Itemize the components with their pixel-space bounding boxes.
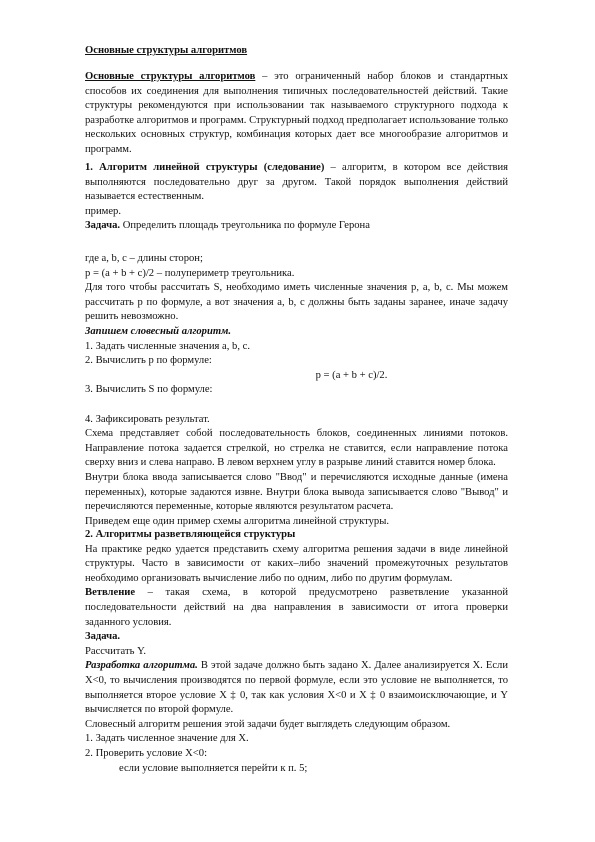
step-2: 2. Вычислить p по формуле: xyxy=(85,355,212,367)
another-example-line: Приведем еще один пример схемы алгоритма линейной структуры. xyxy=(85,515,389,527)
step-4: 4. Зафиксировать результат. xyxy=(85,413,210,425)
section2-step-1: 1. Задать численное значение для X. xyxy=(85,733,249,745)
where-line: где a, b, c – длины сторон; xyxy=(85,253,203,264)
page-title-block xyxy=(85,44,508,59)
section2-heading: 2. Алгоритмы разветвляющейся структуры xyxy=(85,529,296,540)
page-title: Основные структуры алгоритмов xyxy=(85,45,248,56)
branch-term: Ветвление xyxy=(85,587,136,599)
intro-term: Основные структуры алгоритмов xyxy=(85,71,256,82)
task-label: Задача. xyxy=(85,220,121,232)
section2-step-2a: если условие выполняется перейти к п. 5; xyxy=(119,762,308,774)
dev-label: Разработка алгоритма. xyxy=(85,660,198,672)
semiperimeter-line: p = (a + b + c)/2 – полупериметр треугольника. xyxy=(85,267,295,279)
dev-text: В этой задаче должно быть задано X. Далее анализируется X. Если X<0, то вычисления производятся по первой формуле, если это условие не выполняется, то выполняется второе условие X ‡ 0, так как условия X<0 и X ‡ 0 взаимоисключающие, и Y вычисляется по второй формуле. xyxy=(85,660,508,716)
verbal-algorithm-heading: Запишем словесный алгоритм. xyxy=(85,325,231,337)
section1-paragraph xyxy=(85,161,508,234)
verbal-line: Словесный алгоритм решения этой задачи будет выглядеть следующим образом. xyxy=(85,718,451,730)
section2-text: На практике редко удается представить схему алгоритма решения задачи в виде линейной структуры. Часто в зависимости от каких–либо значений промежуточных результатов необходимо организовать вычисление либо по одним, либо по другим формулам. xyxy=(85,543,508,584)
formula-p: p = (a + b + c)/2. xyxy=(315,369,388,381)
section1-body xyxy=(85,252,508,529)
section1-text: – алгоритм, в котором все действия выполняются последовательно друг за другом. Такой порядок выполнения действий называется естественным. xyxy=(85,162,508,203)
step-1: 1. Задать численные значения a, b, c. xyxy=(85,340,250,352)
io-paragraph: Внутри блока ввода записывается слово "Ввод" и перечисляются исходные данные (имена переменных), которые задаются извне. Внутри блока вывода записывается слово "Вывод" и перечисляются переменные, которые являются результатом расчета. xyxy=(85,471,508,513)
step-3: 3. Вычислить S по формуле: xyxy=(85,384,213,396)
intro-paragraph xyxy=(85,70,508,158)
section2-task-label: Задача. xyxy=(85,631,121,643)
section2 xyxy=(85,528,508,776)
section2-step-2: 2. Проверить условие X<0: xyxy=(85,747,208,759)
scheme-paragraph: Схема представляет собой последовательность блоков, соединенных линиями потоков. Направление потока задается стрелкой, но стрелка не ставится, если направление потока сверху вниз и слева направо. В левом верхнем углу в разрыве линий ставится номер блока. xyxy=(85,428,508,469)
branch-text: – такая схема, в которой предусмотрено разветвление указанной последовательности действий на два направления в зависимости от итога проверки заданного условия. xyxy=(85,587,508,628)
intro-text: – это ограниченный набор блоков и стандартных способов их соединения для выполнения типичных последовательностей действий. Такие структуры рекомендуются при использовании так называемого структурного подхода к разработке алгоритмов и программ. Структурный подход предполагает использование только нескольких основных структур, комбинация которых дает все многообразие алгоритмов и программ. xyxy=(85,71,508,155)
explain-paragraph: Для того чтобы рассчитать S, необходимо иметь численные значения p, a, b, c. Мы можем рассчитать p по формуле, а вот значения a, b, c должны быть заданы заранее, иначе задачу решить невозможно. xyxy=(85,282,508,323)
task-text: Определить площадь треугольника по формуле Герона xyxy=(120,220,370,232)
calc-line: Рассчитать Y. xyxy=(85,645,147,657)
section1-heading: 1. Алгоритм линейной структуры (следование) xyxy=(85,162,325,173)
example-label: пример. xyxy=(85,205,121,217)
